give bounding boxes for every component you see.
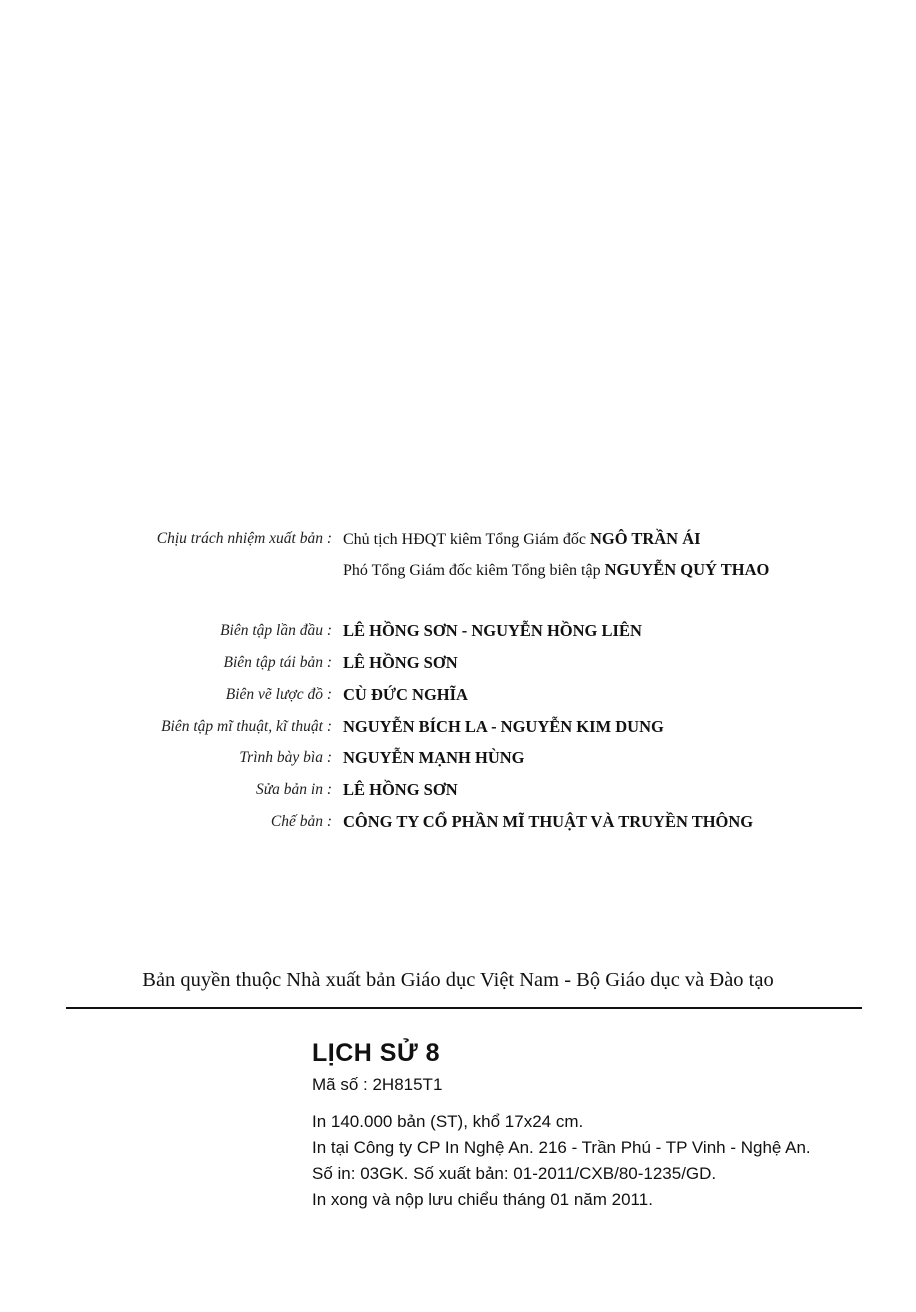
credit-row-reprint-editor	[0, 651, 916, 679]
credit-value-name: LÊ HỒNG SƠN - NGUYỄN HỒNG LIÊN	[343, 621, 642, 640]
credit-role: Trình bày bìa :	[239, 749, 332, 766]
print-line: In xong và nộp lưu chiểu tháng 01 năm 2011.	[312, 1190, 653, 1209]
credit-value	[343, 715, 664, 739]
credit-value-name: CÙ ĐỨC NGHĨA	[343, 685, 468, 704]
credit-row-publisher-2	[0, 558, 916, 586]
credit-value-name: NGUYỄN QUÝ THAO	[604, 560, 770, 579]
credit-value	[343, 746, 525, 770]
credit-role: Chịu trách nhiệm xuất bản :	[156, 530, 332, 547]
print-line: In 140.000 bản (ST), khổ 17x24 cm.	[312, 1112, 584, 1131]
credit-row-publisher-1	[0, 527, 916, 555]
copyright-notice: Bản quyền thuộc Nhà xuất bản Giáo dục Việt Nam - Bộ Giáo dục và Đào tạo	[142, 969, 774, 991]
credit-value-plain: Chủ tịch HĐQT kiêm Tổng Giám đốc	[343, 531, 590, 548]
print-line: Số in: 03GK. Số xuất bản: 01-2011/CXB/80-1235/GD.	[312, 1164, 717, 1183]
credit-role: Biên tập mĩ thuật, kĩ thuật :	[161, 718, 332, 735]
credit-value-name: LÊ HỒNG SƠN	[343, 780, 458, 799]
credit-value	[343, 619, 642, 643]
credit-row-proofreading	[0, 778, 916, 806]
credit-row-typesetting	[0, 810, 916, 838]
credit-row-cover-design	[0, 746, 916, 774]
book-title: LỊCH SỬ 8	[312, 1039, 441, 1067]
credit-value-name: CÔNG TY CỔ PHẦN MĨ THUẬT VÀ TRUYỀN THÔNG	[343, 812, 754, 831]
credit-value-name: NGÔ TRẦN ÁI	[589, 529, 701, 548]
credit-value	[343, 651, 458, 675]
credit-role: Biên tập tái bản :	[223, 654, 332, 671]
credit-value	[343, 558, 769, 583]
credit-value	[343, 810, 753, 834]
divider-rule	[66, 1007, 862, 1009]
credit-value-plain: Phó Tổng Giám đốc kiêm Tổng biên tập	[343, 562, 605, 579]
credit-role: Sửa bản in :	[255, 781, 332, 798]
credit-row-art-technical	[0, 715, 916, 743]
print-line: In tại Công ty CP In Nghệ An. 216 - Trần Phú - TP Vinh - Nghệ An.	[312, 1138, 811, 1157]
book-info	[312, 1037, 811, 1213]
credit-value	[343, 527, 701, 552]
credit-role: Biên vẽ lược đồ :	[225, 686, 332, 703]
credit-row-first-editor	[0, 619, 916, 647]
credit-value	[343, 778, 458, 802]
credit-value-name: NGUYỄN MẠNH HÙNG	[343, 748, 525, 767]
credit-row-map-drawing	[0, 683, 916, 711]
credit-value-name: LÊ HỒNG SƠN	[343, 653, 458, 672]
book-code: Mã số : 2H815T1	[312, 1075, 443, 1094]
print-info	[312, 1109, 811, 1213]
credit-role: Biên tập lần đầu :	[220, 622, 332, 639]
credit-value-name: NGUYỄN BÍCH LA - NGUYỄN KIM DUNG	[343, 717, 664, 736]
credit-value	[343, 683, 468, 707]
credit-role: Chế bản :	[270, 813, 332, 830]
